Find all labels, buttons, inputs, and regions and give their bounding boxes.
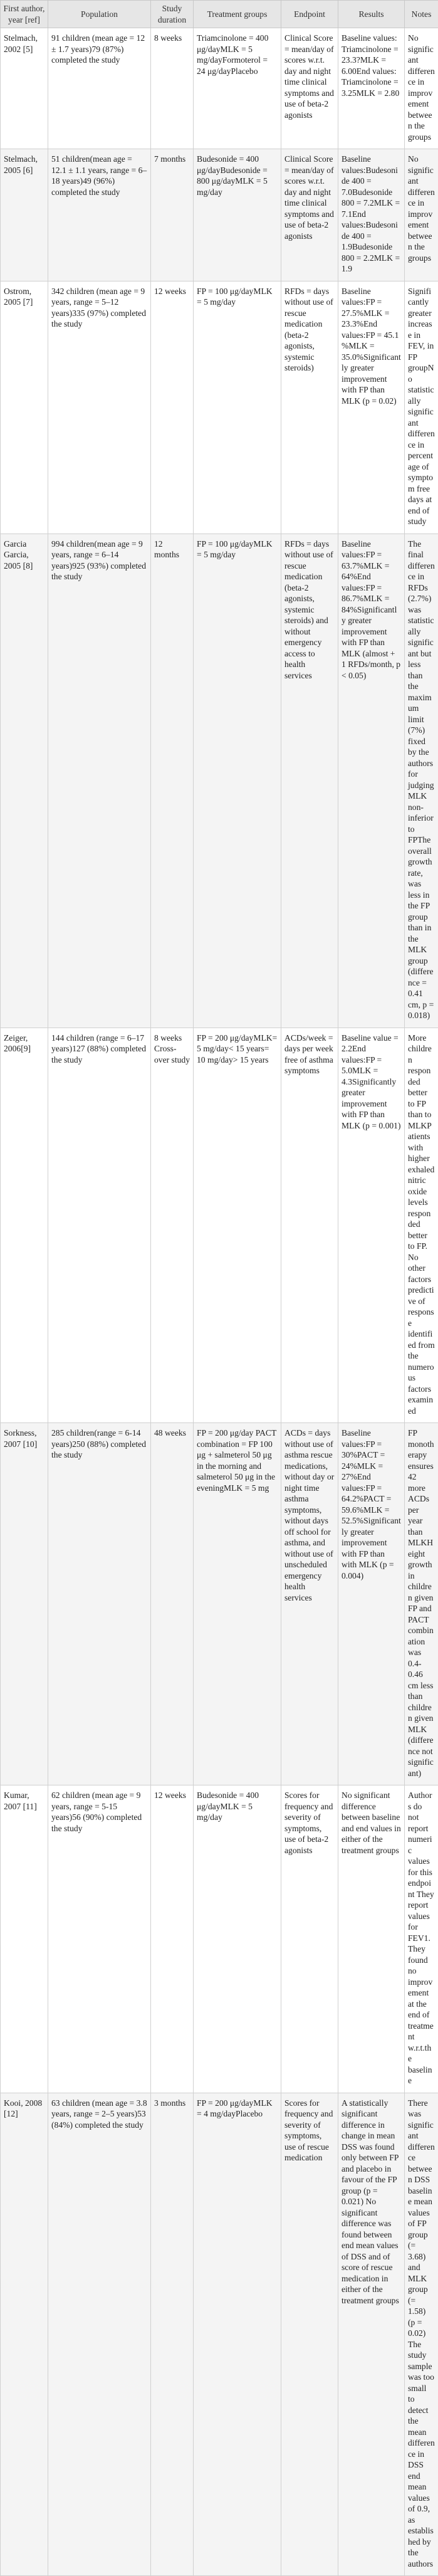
cell-author: Kumar, 2007 [11] xyxy=(1,1785,48,2093)
column-header-results: Results xyxy=(338,1,405,28)
cell-author: Stelmach, 2005 [6] xyxy=(1,149,48,281)
cell-endpoint: RFDs = days without use of rescue medication (beta-2 agonists, systemic steroids) xyxy=(281,281,338,534)
cell-population: 63 children (mean age = 3.8 years, range = 2–5 years)53 (84%) completed the study xyxy=(48,2093,151,2576)
table-row xyxy=(1,534,438,1028)
table-row xyxy=(1,149,438,281)
cell-duration: 8 weeks xyxy=(151,28,194,149)
cell-results: No significant difference between baseline and end values in either of the treatment groups xyxy=(338,1785,405,2093)
cell-population: 51 children(mean age = 12.1 ± 1.1 years, range = 6–18 years)49 (96%) completed the study xyxy=(48,149,151,281)
cell-population: 144 children (range = 6–17 years)127 (88%) completed the study xyxy=(48,1028,151,1423)
column-header-author: First author, year [ref] xyxy=(1,1,48,28)
cell-duration: 48 weeks xyxy=(151,1423,194,1785)
cell-author: Garcia Garcia, 2005 [8] xyxy=(1,534,48,1028)
cell-endpoint: RFDs = days without use of rescue medication (beta-2 agonists, systemic steroids) and without emergency access to health services xyxy=(281,534,338,1028)
cell-endpoint: Clinical Score = mean/day of scores w.r.t. day and night time clinical symptoms and use of beta-2 agonists xyxy=(281,28,338,149)
cell-treatment: FP = 200 μg/dayMLK= 5 mg/day< 15 years= 10 mg/day> 15 years xyxy=(194,1028,281,1423)
cell-population: 994 children(mean age = 9 years, range = 6–14 years)925 (93%) completed the study xyxy=(48,534,151,1028)
cell-results: Baseline values:FP = 30%PACT = 24%MLK = 27%End values:FP = 64.2%PACT = 59.6%MLK = 52.5%Significantly greater improvement with FP than with MLK (p = 0.004) xyxy=(338,1423,405,1785)
cell-notes: The final difference in RFDs (2.7%) was statistically significant but less than the maximum limit (7%) fixed by the authors for judging MLK non-inferior to FPThe overall growth rate, was less in the FP group than in the MLK group (difference = 0.41 cm, p = 0.018) xyxy=(405,534,438,1028)
cell-population: 91 children (mean age = 12 ± 1.7 years)79 (87%) completed the study xyxy=(48,28,151,149)
cell-population: 285 children(range = 6-14 years)250 (88%) completed the study xyxy=(48,1423,151,1785)
cell-notes: There was significant difference between DSS baseline mean values of FP group (= 3.68) and MLK group (= 1.58) (p = 0.02) The study sample was too small to detect the mean difference in DSS end mean values of 0.9, as established by the authors xyxy=(405,2093,438,2576)
cell-duration: 12 months xyxy=(151,534,194,1028)
cell-notes: No significant difference in improvement between the groups xyxy=(405,149,438,281)
cell-population: 342 children (mean age = 9 years, range = 5–12 years)335 (97%) completed the study xyxy=(48,281,151,534)
table-row xyxy=(1,1423,438,1785)
table-row xyxy=(1,28,438,149)
cell-population: 62 children (mean age = 9 years, range = 5-15 years)56 (90%) completed the study xyxy=(48,1785,151,2093)
cell-treatment: Budesonide = 400 μg/dayBudesonide = 800 μg/dayMLK = 5 mg/day xyxy=(194,149,281,281)
cell-duration: 8 weeks Cross-over study xyxy=(151,1028,194,1423)
cell-author: Zeiger, 2006[9] xyxy=(1,1028,48,1423)
cell-notes: Authors do not report numeric values for this endpoint They report values for FEV1. They found no improvement at the end of treatment w.r.t.the baseline xyxy=(405,1785,438,2093)
cell-treatment: FP = 100 μg/dayMLK = 5 mg/day xyxy=(194,534,281,1028)
cell-results: Baseline values: Triamcinolone = 23.3?MLK = 6.00End values: Triamcinolone = 3.25MLK = 2.80 xyxy=(338,28,405,149)
table-row xyxy=(1,1785,438,2093)
cell-duration: 12 weeks xyxy=(151,281,194,534)
cell-author: Kooi, 2008 [12] xyxy=(1,2093,48,2576)
cell-author: Stelmach, 2002 [5] xyxy=(1,28,48,149)
cell-author: Ostrom, 2005 [7] xyxy=(1,281,48,534)
cell-treatment: FP = 200 μg/day PACT combination = FP 100 μg + salmeterol 50 μg in the morning and salmeterol 50 μg in the eveningMLK = 5 mg xyxy=(194,1423,281,1785)
cell-notes: Significantly greater increase in FEV, in FP groupNo statistically significant difference in percentage of symptom free days at end of study xyxy=(405,281,438,534)
cell-author: Sorkness, 2007 [10] xyxy=(1,1423,48,1785)
cell-duration: 7 months xyxy=(151,149,194,281)
cell-endpoint: ACDs = days without use of asthma rescue medications, without day or night time asthma symptoms, without days off school for asthma, and without use of unscheduled emergency health services xyxy=(281,1423,338,1785)
table-row xyxy=(1,281,438,534)
table-row xyxy=(1,1028,438,1423)
table-body xyxy=(1,28,438,2576)
cell-treatment: FP = 200 μg/dayMLK = 4 mg/dayPlacebo xyxy=(194,2093,281,2576)
cell-results: Baseline value = 2.2End values:FP = 5.0MLK = 4.3Significantly greater improvement with FP than MLK (p = 0.001) xyxy=(338,1028,405,1423)
cell-notes: More children responded better to FP than to MLKPatients with higher exhaled nitric oxide levels responded better to FP. No other factors predictive of response identified from the numerous factors examined xyxy=(405,1028,438,1423)
cell-endpoint: ACDs/week = days per week free of asthma symptoms xyxy=(281,1028,338,1423)
column-header-treatment: Treatment groups xyxy=(194,1,281,28)
column-header-notes: Notes xyxy=(405,1,438,28)
table-header xyxy=(1,1,438,28)
header-row xyxy=(1,1,438,28)
cell-treatment: Triamcinolone = 400 μg/dayMLK = 5 mg/dayFormoterol = 24 μg/dayPlacebo xyxy=(194,28,281,149)
cell-notes: FP monotherapy ensures 42 more ACDs per year than MLKHeight growth in children given FP and PACT combination was 0.4-0.46 cm less than children given MLK (difference not significant) xyxy=(405,1423,438,1785)
cell-results: Baseline values:FP = 63.7%MLK = 64%End values:FP = 86.7%MLK = 84%Significantly greater improvement with FP than MLK (almost + 1 RFDs/month, p < 0.05) xyxy=(338,534,405,1028)
cell-notes: No significant difference in improvement between the groups xyxy=(405,28,438,149)
cell-endpoint: Scores for frequency and severity of symptoms, use of rescue medication xyxy=(281,2093,338,2576)
cell-duration: 12 weeks xyxy=(151,1785,194,2093)
cell-endpoint: Scores for frequency and severity of symptoms, use of beta-2 agonists xyxy=(281,1785,338,2093)
cell-results: Baseline values:Budesonide 400 = 7.0Budesonide 800 = 7.2MLK = 7.1End values:Budesonide 400 = 1.9Budesonide 800 = 2.2MLK = 1.9 xyxy=(338,149,405,281)
cell-treatment: FP = 100 μg/dayMLK = 5 mg/day xyxy=(194,281,281,534)
column-header-duration: Study duration xyxy=(151,1,194,28)
table-row xyxy=(1,2093,438,2576)
cell-duration: 3 months xyxy=(151,2093,194,2576)
column-header-population: Population xyxy=(48,1,151,28)
cell-endpoint: Clinical Score = mean/day of scores w.r.t. day and night time clinical symptoms and use of beta-2 agonists xyxy=(281,149,338,281)
cell-treatment: Budesonide = 400 μg/dayMLK = 5 mg/day xyxy=(194,1785,281,2093)
cell-results: A statistically significant difference in change in mean DSS was found only between FP and placebo in favour of the FP group (p = 0.021) No significant difference was found between end mean values of DSS and of score of rescue medication in either of the treatment groups xyxy=(338,2093,405,2576)
column-header-endpoint: Endpoint xyxy=(281,1,338,28)
cell-results: Baseline values:FP = 27.5%MLK = 23.3%End values:FP = 45.1 %MLK = 35.0%Significantly greater improvement with FP than MLK (p = 0.02) xyxy=(338,281,405,534)
